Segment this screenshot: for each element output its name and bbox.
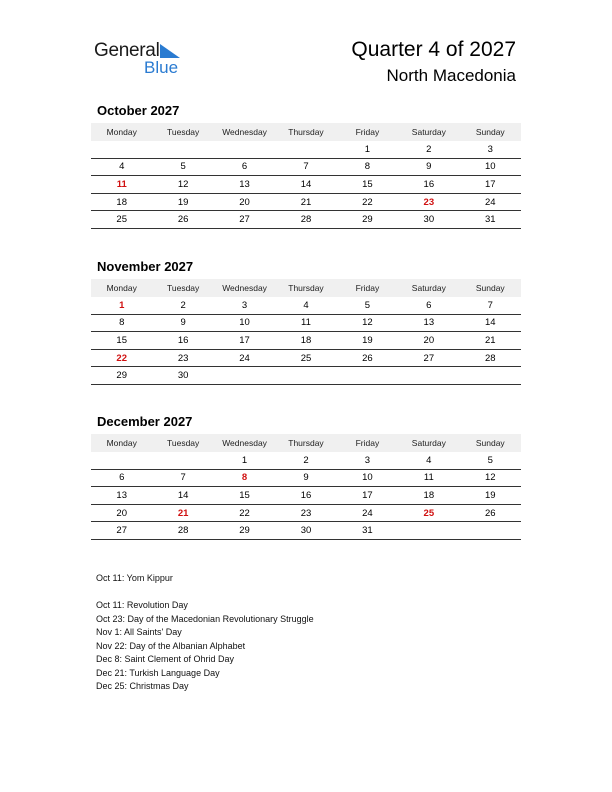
day-cell: 10: [337, 469, 398, 487]
day-cell: 2: [398, 141, 459, 158]
day-cell: 28: [152, 522, 213, 540]
day-cell: 16: [275, 487, 336, 505]
day-cell: 30: [398, 211, 459, 229]
week-row: [91, 297, 521, 314]
day-cell: 27: [214, 211, 275, 229]
week-row: [91, 367, 521, 385]
day-cell: [91, 141, 152, 158]
logo-general-text: General: [94, 40, 160, 61]
weekday-header: Sunday: [460, 123, 521, 141]
weekday-header: Saturday: [398, 434, 459, 452]
weekday-header: Tuesday: [152, 434, 213, 452]
weekday-header: Tuesday: [152, 123, 213, 141]
day-cell: 24: [460, 193, 521, 211]
weekday-header: Monday: [91, 279, 152, 297]
day-cell: 21: [152, 504, 213, 522]
weekday-header: Thursday: [275, 434, 336, 452]
month-october: [91, 103, 521, 229]
day-cell: 19: [152, 193, 213, 211]
page-title: Quarter 4 of 2027: [351, 38, 516, 61]
day-cell: 17: [214, 332, 275, 350]
day-cell: 16: [152, 332, 213, 350]
day-cell: 10: [214, 314, 275, 332]
holiday-note: Nov 1: All Saints' Day: [96, 627, 182, 637]
day-cell: 28: [275, 211, 336, 229]
day-cell: 26: [337, 349, 398, 367]
day-cell: 29: [337, 211, 398, 229]
day-cell: 22: [337, 193, 398, 211]
day-cell: 22: [214, 504, 275, 522]
day-cell: 7: [152, 469, 213, 487]
day-cell: 20: [398, 332, 459, 350]
day-cell: 6: [214, 158, 275, 176]
day-cell: 16: [398, 176, 459, 194]
logo: [94, 40, 194, 80]
day-cell: 30: [152, 367, 213, 385]
week-row: [91, 469, 521, 487]
day-cell: 19: [337, 332, 398, 350]
weekday-header: Wednesday: [214, 279, 275, 297]
day-cell: [398, 367, 459, 385]
day-cell: 2: [275, 452, 336, 469]
day-cell: 3: [214, 297, 275, 314]
day-cell: 22: [91, 349, 152, 367]
week-row: [91, 332, 521, 350]
day-cell: [152, 452, 213, 469]
day-cell: 1: [91, 297, 152, 314]
day-cell: 11: [398, 469, 459, 487]
day-cell: 13: [398, 314, 459, 332]
weekday-header: Sunday: [460, 279, 521, 297]
day-cell: 27: [398, 349, 459, 367]
day-cell: 23: [152, 349, 213, 367]
day-cell: 14: [275, 176, 336, 194]
day-cell: [337, 367, 398, 385]
day-cell: 18: [91, 193, 152, 211]
day-cell: 12: [337, 314, 398, 332]
day-cell: 12: [460, 469, 521, 487]
day-cell: 10: [460, 158, 521, 176]
logo-flag-icon: [160, 44, 180, 58]
day-cell: 26: [152, 211, 213, 229]
day-cell: 30: [275, 522, 336, 540]
day-cell: [214, 141, 275, 158]
month-december: [91, 414, 521, 540]
day-cell: 4: [398, 452, 459, 469]
weekday-header: Friday: [337, 123, 398, 141]
day-cell: 24: [337, 504, 398, 522]
weekday-header: Sunday: [460, 434, 521, 452]
day-cell: 28: [460, 349, 521, 367]
week-row: [91, 211, 521, 229]
day-cell: 13: [214, 176, 275, 194]
day-cell: 3: [460, 141, 521, 158]
weekday-header: Tuesday: [152, 279, 213, 297]
day-cell: 17: [460, 176, 521, 194]
day-cell: 25: [275, 349, 336, 367]
country-name: North Macedonia: [386, 66, 516, 85]
day-cell: 15: [337, 176, 398, 194]
day-cell: 15: [214, 487, 275, 505]
month-title: December 2027: [97, 414, 193, 429]
month-november: [91, 259, 521, 385]
logo-blue-text: Blue: [144, 58, 179, 77]
weekday-header: Wednesday: [214, 434, 275, 452]
month-title: October 2027: [97, 103, 180, 118]
day-cell: 15: [91, 332, 152, 350]
observance-list: [96, 572, 173, 586]
week-row: [91, 158, 521, 176]
calendar-table: [91, 279, 521, 385]
day-cell: 5: [152, 158, 213, 176]
day-cell: 20: [91, 504, 152, 522]
day-cell: 29: [91, 367, 152, 385]
day-cell: 24: [214, 349, 275, 367]
week-row: [91, 193, 521, 211]
day-cell: [460, 367, 521, 385]
day-cell: 13: [91, 487, 152, 505]
day-cell: 2: [152, 297, 213, 314]
day-cell: 26: [460, 504, 521, 522]
week-row: [91, 314, 521, 332]
day-cell: [275, 141, 336, 158]
day-cell: 20: [214, 193, 275, 211]
day-cell: 17: [337, 487, 398, 505]
day-cell: [152, 141, 213, 158]
day-cell: 8: [91, 314, 152, 332]
weekday-header: Thursday: [275, 279, 336, 297]
holiday-note: Oct 11: Revolution Day: [96, 600, 188, 610]
day-cell: 3: [337, 452, 398, 469]
week-row: [91, 349, 521, 367]
day-cell: 23: [275, 504, 336, 522]
week-row: [91, 487, 521, 505]
day-cell: 25: [398, 504, 459, 522]
day-cell: 25: [91, 211, 152, 229]
week-row: [91, 141, 521, 158]
weekday-header: Saturday: [398, 279, 459, 297]
day-cell: [214, 367, 275, 385]
day-cell: 31: [337, 522, 398, 540]
week-row: [91, 452, 521, 469]
day-cell: 7: [460, 297, 521, 314]
holiday-note: Oct 11: Yom Kippur: [96, 573, 173, 583]
day-cell: 6: [91, 469, 152, 487]
month-title: November 2027: [97, 259, 194, 274]
holiday-note: Dec 8: Saint Clement of Ohrid Day: [96, 654, 235, 664]
day-cell: 21: [275, 193, 336, 211]
day-cell: 21: [460, 332, 521, 350]
day-cell: 31: [460, 211, 521, 229]
day-cell: 5: [337, 297, 398, 314]
day-cell: 11: [275, 314, 336, 332]
day-cell: [460, 522, 521, 540]
day-cell: 27: [91, 522, 152, 540]
day-cell: 4: [275, 297, 336, 314]
weekday-header: Monday: [91, 123, 152, 141]
day-cell: 23: [398, 193, 459, 211]
holiday-list: [96, 599, 314, 694]
weekday-header: Friday: [337, 434, 398, 452]
day-cell: 19: [460, 487, 521, 505]
day-cell: 5: [460, 452, 521, 469]
holiday-note: Dec 21: Turkish Language Day: [96, 667, 220, 678]
day-cell: 7: [275, 158, 336, 176]
weekday-header: Monday: [91, 434, 152, 452]
week-row: [91, 176, 521, 194]
day-cell: [275, 367, 336, 385]
day-cell: 11: [91, 176, 152, 194]
day-cell: [398, 522, 459, 540]
day-cell: 14: [460, 314, 521, 332]
weekday-header: Wednesday: [214, 123, 275, 141]
day-cell: 9: [275, 469, 336, 487]
day-cell: [91, 452, 152, 469]
weekday-header: Thursday: [275, 123, 336, 141]
weekday-header: Saturday: [398, 123, 459, 141]
day-cell: 8: [214, 469, 275, 487]
week-row: [91, 522, 521, 540]
day-cell: 9: [398, 158, 459, 176]
day-cell: 12: [152, 176, 213, 194]
day-cell: 18: [275, 332, 336, 350]
day-cell: 18: [398, 487, 459, 505]
day-cell: 8: [337, 158, 398, 176]
day-cell: 4: [91, 158, 152, 176]
day-cell: 29: [214, 522, 275, 540]
day-cell: 14: [152, 487, 213, 505]
calendar-table: [91, 123, 521, 229]
holiday-note: Oct 23: Day of the Macedonian Revolutionary Struggle: [96, 613, 314, 624]
week-row: [91, 504, 521, 522]
day-cell: 1: [337, 141, 398, 158]
holiday-note: Nov 22: Day of the Albanian Alphabet: [96, 640, 246, 651]
day-cell: 6: [398, 297, 459, 314]
weekday-header: Friday: [337, 279, 398, 297]
holiday-note: Dec 25: Christmas Day: [96, 681, 189, 691]
calendar-table: [91, 434, 521, 540]
day-cell: 9: [152, 314, 213, 332]
day-cell: 1: [214, 452, 275, 469]
